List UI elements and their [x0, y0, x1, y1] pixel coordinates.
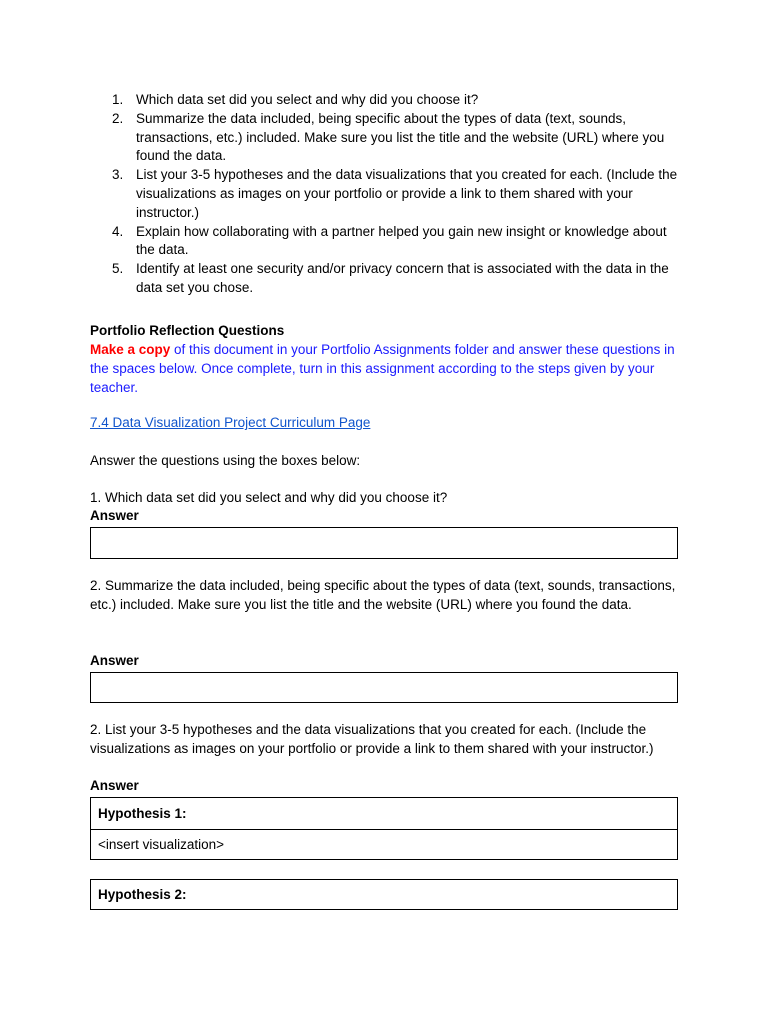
- hypothesis-1-table: [90, 797, 678, 860]
- hypothesis-2-table: [90, 879, 678, 910]
- list-item-text: Which data set did you select and why did you choose it?: [136, 92, 479, 107]
- visualization-placeholder[interactable]: <insert visualization>: [91, 829, 677, 859]
- curriculum-page-link[interactable]: 7.4 Data Visualization Project Curriculum Page: [90, 415, 371, 430]
- answer-3-label: Answer: [90, 778, 139, 793]
- list-item: 1. Which data set did you select and why did you choose it?: [112, 92, 479, 107]
- curriculum-link-row: [90, 414, 680, 433]
- reflection-instructions: [90, 341, 680, 397]
- hypothesis-1-label: Hypothesis 1:: [98, 806, 187, 821]
- list-item: 4. Explain how collaborating with a partner helped you gain new insight or knowledge about the data.: [112, 223, 667, 258]
- list-item: 5. Identify at least one security and/or privacy concern that is associated with the data in the data set you chose.: [112, 261, 669, 295]
- question-3-text: 2. List your 3-5 hypotheses and the data visualizations that you created for each. (Include the visualizations as images on your portfolio or provide a link to them shared with your instructor.): [90, 722, 654, 756]
- answer-instructions: Answer the questions using the boxes below:: [90, 453, 361, 468]
- hypothesis-2-label: Hypothesis 2:: [98, 887, 187, 902]
- make-copy-text: Make a copy: [90, 342, 171, 357]
- list-item-text: List your 3-5 hypotheses and the data visualizations that you created for each. (Include the visualizations as images on your portfolio or provide a link to them shared with your instructor.): [136, 167, 678, 220]
- answer-1-box[interactable]: [90, 527, 678, 559]
- list-item-text: Identify at least one security and/or privacy concern that is associated with the data in the data set you chose.: [136, 261, 669, 295]
- list-item: 3. List your 3-5 hypotheses and the data visualizations that you created for each. (Include the visualizations as images on your portfolio or provide a link to them shared with your instructor.): [112, 167, 678, 220]
- list-item-text: Summarize the data included, being specific about the types of data (text, sounds, transactions, etc.) included. Make sure you list the title and the website (URL) where you found the data.: [136, 110, 665, 164]
- question-1-text: 1. Which data set did you select and why did you choose it?: [90, 490, 448, 505]
- list-item-text: Explain how collaborating with a partner helped you gain new insight or knowledge about the data.: [136, 223, 667, 258]
- instructions-text: of this document in your Portfolio Assignments folder and answer these questions in the spaces below. Once complete, turn in this assignment according to the steps given by your teacher.: [90, 342, 675, 395]
- list-item: 2. Summarize the data included, being specific about the types of data (text, sounds, transactions, etc.) included. Make sure you list the title and the website (URL) where you found the data.: [112, 110, 665, 164]
- reflection-heading: Portfolio Reflection Questions: [90, 323, 285, 338]
- answer-2-box[interactable]: [90, 672, 678, 703]
- question-2-text: 2. Summarize the data included, being specific about the types of data (text, sounds, transactions, etc.) included. Make sure you list the title and the website (URL) where you found the data.: [90, 578, 676, 612]
- intro-question-list: [90, 91, 680, 298]
- answer-1-label: Answer: [90, 508, 139, 523]
- answer-2-label: Answer: [90, 653, 139, 668]
